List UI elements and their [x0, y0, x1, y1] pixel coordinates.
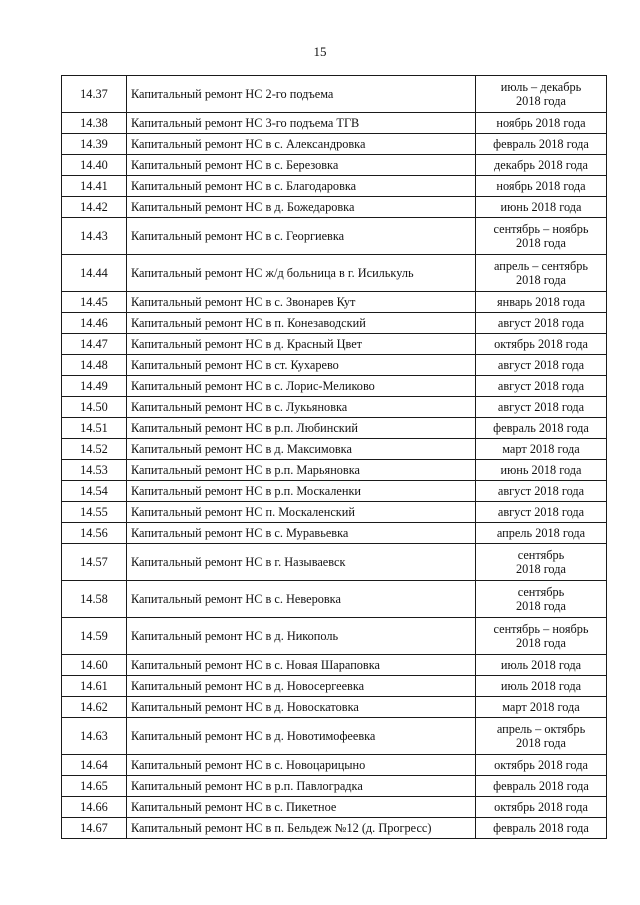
page-number: 15: [313, 44, 327, 59]
works-schedule-table: [61, 75, 607, 839]
row-number-cell: 14.48: [62, 355, 127, 376]
row-number-cell: 14.55: [62, 502, 127, 523]
period-cell: [476, 797, 607, 818]
work-name-cell: Капитальный ремонт НС в с. Звонарев Кут: [127, 292, 476, 313]
period-cell: [476, 818, 607, 839]
work-name-cell: Капитальный ремонт НС в р.п. Марьяновка: [127, 460, 476, 481]
work-name-cell: Капитальный ремонт НС в д. Новосергеевка: [127, 676, 476, 697]
row-number-cell: 14.54: [62, 481, 127, 502]
row-number-cell: 14.56: [62, 523, 127, 544]
period-cell: [476, 581, 607, 618]
period-line: октябрь 2018 года: [494, 337, 588, 351]
table-row: [62, 481, 607, 502]
period-cell: [476, 776, 607, 797]
row-number-cell: 14.61: [62, 676, 127, 697]
period-cell: [476, 523, 607, 544]
period-cell: [476, 544, 607, 581]
row-number-cell: 14.40: [62, 155, 127, 176]
table-row: [62, 818, 607, 839]
work-name-cell: Капитальный ремонт НС в д. Божедаровка: [127, 197, 476, 218]
row-number-cell: 14.59: [62, 618, 127, 655]
period-line: сентябрь – ноябрь: [493, 222, 589, 236]
period-line: апрель 2018 года: [496, 526, 586, 540]
period-line: сентябрь – ноябрь: [493, 622, 589, 636]
work-name-cell: Капитальный ремонт НС в р.п. Любинский: [127, 418, 476, 439]
period-line: февраль 2018 года: [493, 821, 589, 835]
period-line: 2018 года: [516, 599, 566, 613]
table-row: [62, 197, 607, 218]
work-name-cell: Капитальный ремонт НС в с. Новая Шараповка: [127, 655, 476, 676]
period-cell: [476, 76, 607, 113]
period-line: июль 2018 года: [500, 679, 582, 693]
period-line: 2018 года: [516, 736, 566, 750]
work-name-cell: Капитальный ремонт НС в п. Конезаводский: [127, 313, 476, 334]
period-cell: [476, 718, 607, 755]
table-row: [62, 439, 607, 460]
row-number-cell: 14.65: [62, 776, 127, 797]
work-name-cell: Капитальный ремонт НС в д. Никополь: [127, 618, 476, 655]
period-line: сентябрь: [517, 585, 565, 599]
table-row: [62, 313, 607, 334]
work-name-cell: Капитальный ремонт НС 3-го подъема ТГВ: [127, 113, 476, 134]
row-number-cell: 14.64: [62, 755, 127, 776]
table-row: [62, 355, 607, 376]
table-row: [62, 755, 607, 776]
row-number-cell: 14.39: [62, 134, 127, 155]
row-number-cell: 14.44: [62, 255, 127, 292]
period-cell: [476, 155, 607, 176]
work-name-cell: Капитальный ремонт НС в с. Неверовка: [127, 581, 476, 618]
period-line: 2018 года: [516, 562, 566, 576]
table-row: [62, 676, 607, 697]
period-line: июнь 2018 года: [500, 463, 582, 477]
row-number-cell: 14.37: [62, 76, 127, 113]
work-name-cell: Капитальный ремонт НС 2-го подъема: [127, 76, 476, 113]
row-number-cell: 14.58: [62, 581, 127, 618]
row-number-cell: 14.52: [62, 439, 127, 460]
row-number-cell: 14.57: [62, 544, 127, 581]
work-name-cell: Капитальный ремонт НС в п. Бельдеж №12 (д. Прогресс): [127, 818, 476, 839]
table-row: [62, 776, 607, 797]
period-line: апрель – октябрь: [496, 722, 586, 736]
row-number-cell: 14.47: [62, 334, 127, 355]
row-number-cell: 14.66: [62, 797, 127, 818]
period-line: апрель – сентябрь: [493, 259, 589, 273]
table-row: [62, 502, 607, 523]
period-cell: [476, 755, 607, 776]
period-line: февраль 2018 года: [493, 779, 589, 793]
table-row: [62, 718, 607, 755]
period-cell: [476, 218, 607, 255]
work-name-cell: Капитальный ремонт НС в с. Александровка: [127, 134, 476, 155]
period-cell: [476, 292, 607, 313]
period-cell: [476, 197, 607, 218]
table-row: [62, 218, 607, 255]
period-cell: [476, 697, 607, 718]
row-number-cell: 14.49: [62, 376, 127, 397]
period-line: февраль 2018 года: [493, 137, 589, 151]
table-row: [62, 155, 607, 176]
period-cell: [476, 418, 607, 439]
work-name-cell: Капитальный ремонт НС в д. Новоскатовка: [127, 697, 476, 718]
row-number-cell: 14.63: [62, 718, 127, 755]
period-line: август 2018 года: [497, 379, 585, 393]
table-row: [62, 255, 607, 292]
work-name-cell: Капитальный ремонт НС в с. Новоцарицыно: [127, 755, 476, 776]
period-line: октябрь 2018 года: [494, 800, 588, 814]
row-number-cell: 14.43: [62, 218, 127, 255]
table-row: [62, 376, 607, 397]
work-name-cell: Капитальный ремонт НС в д. Новотимофеевка: [127, 718, 476, 755]
period-cell: [476, 176, 607, 197]
period-cell: [476, 618, 607, 655]
period-cell: [476, 460, 607, 481]
work-name-cell: Капитальный ремонт НС в д. Максимовка: [127, 439, 476, 460]
work-name-cell: Капитальный ремонт НС в с. Лорис-Меликово: [127, 376, 476, 397]
table-row: [62, 292, 607, 313]
period-cell: [476, 113, 607, 134]
period-line: февраль 2018 года: [493, 421, 589, 435]
period-cell: [476, 134, 607, 155]
table-row: [62, 334, 607, 355]
table-row: [62, 460, 607, 481]
row-number-cell: 14.62: [62, 697, 127, 718]
table-row: [62, 397, 607, 418]
period-cell: [476, 355, 607, 376]
table-row: [62, 697, 607, 718]
period-line: ноябрь 2018 года: [496, 179, 586, 193]
period-line: июль 2018 года: [500, 658, 582, 672]
period-cell: [476, 313, 607, 334]
period-cell: [476, 502, 607, 523]
period-cell: [476, 676, 607, 697]
period-line: октябрь 2018 года: [494, 758, 588, 772]
period-line: август 2018 года: [497, 400, 585, 414]
row-number-cell: 14.67: [62, 818, 127, 839]
table-row: [62, 544, 607, 581]
period-line: декабрь 2018 года: [494, 158, 588, 172]
row-number-cell: 14.50: [62, 397, 127, 418]
table-row: [62, 113, 607, 134]
period-line: август 2018 года: [497, 505, 585, 519]
table-row: [62, 418, 607, 439]
table-row: [62, 581, 607, 618]
period-line: ноябрь 2018 года: [496, 116, 586, 130]
period-cell: [476, 334, 607, 355]
period-cell: [476, 481, 607, 502]
work-name-cell: Капитальный ремонт НС в р.п. Павлоградка: [127, 776, 476, 797]
row-number-cell: 14.45: [62, 292, 127, 313]
period-cell: [476, 655, 607, 676]
table-row: [62, 618, 607, 655]
period-line: 2018 года: [516, 236, 566, 250]
work-name-cell: Капитальный ремонт НС в р.п. Москаленки: [127, 481, 476, 502]
work-name-cell: Капитальный ремонт НС ж/д больница в г. Исилькуль: [127, 255, 476, 292]
period-line: март 2018 года: [502, 700, 580, 714]
period-cell: [476, 376, 607, 397]
period-line: июнь 2018 года: [500, 200, 582, 214]
work-name-cell: Капитальный ремонт НС в с. Благодаровка: [127, 176, 476, 197]
work-name-cell: Капитальный ремонт НС в д. Красный Цвет: [127, 334, 476, 355]
work-name-cell: Капитальный ремонт НС в ст. Кухарево: [127, 355, 476, 376]
row-number-cell: 14.51: [62, 418, 127, 439]
row-number-cell: 14.60: [62, 655, 127, 676]
work-name-cell: Капитальный ремонт НС в с. Муравьевка: [127, 523, 476, 544]
row-number-cell: 14.41: [62, 176, 127, 197]
work-name-cell: Капитальный ремонт НС в с. Георгиевка: [127, 218, 476, 255]
table-body: [62, 76, 607, 839]
period-line: 2018 года: [516, 636, 566, 650]
row-number-cell: 14.46: [62, 313, 127, 334]
row-number-cell: 14.53: [62, 460, 127, 481]
row-number-cell: 14.38: [62, 113, 127, 134]
work-name-cell: Капитальный ремонт НС в с. Березовка: [127, 155, 476, 176]
table-row: [62, 76, 607, 113]
work-name-cell: Капитальный ремонт НС п. Москаленский: [127, 502, 476, 523]
period-cell: [476, 397, 607, 418]
period-line: январь 2018 года: [496, 295, 586, 309]
row-number-cell: 14.42: [62, 197, 127, 218]
table-row: [62, 523, 607, 544]
period-line: 2018 года: [516, 273, 566, 287]
period-cell: [476, 439, 607, 460]
period-line: август 2018 года: [497, 316, 585, 330]
period-line: сентябрь: [517, 548, 565, 562]
period-line: март 2018 года: [502, 442, 580, 456]
work-name-cell: Капитальный ремонт НС в г. Называевск: [127, 544, 476, 581]
table-row: [62, 655, 607, 676]
work-name-cell: Капитальный ремонт НС в с. Лукьяновка: [127, 397, 476, 418]
table-row: [62, 134, 607, 155]
period-line: июль – декабрь: [500, 80, 582, 94]
period-line: 2018 года: [516, 94, 566, 108]
table-row: [62, 176, 607, 197]
period-cell: [476, 255, 607, 292]
period-line: август 2018 года: [497, 484, 585, 498]
table-row: [62, 797, 607, 818]
period-line: август 2018 года: [497, 358, 585, 372]
work-name-cell: Капитальный ремонт НС в с. Пикетное: [127, 797, 476, 818]
